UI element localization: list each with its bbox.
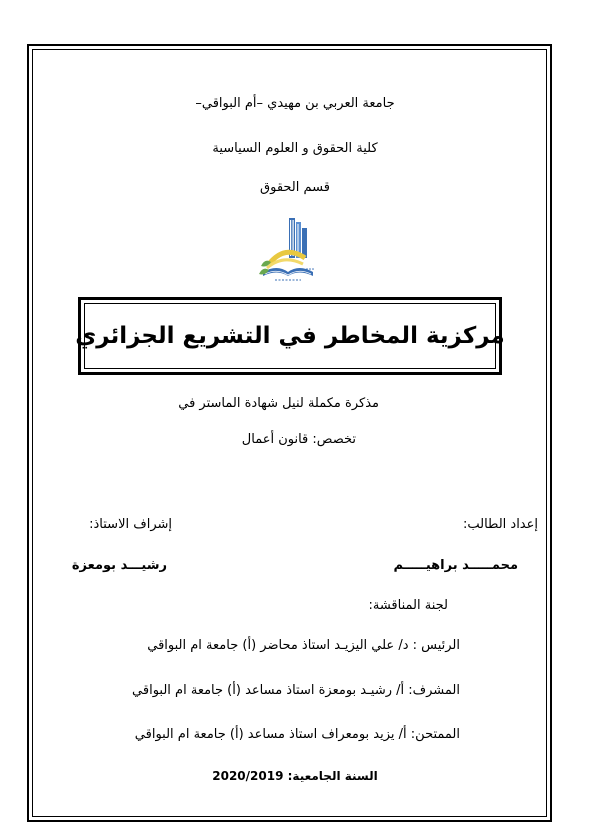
student-label: إعداد الطالب: bbox=[462, 517, 538, 532]
thesis-specialty: تخصص: قانون أعمال bbox=[241, 432, 356, 447]
supervisor-label: إشراف الاستاذ: bbox=[89, 517, 172, 532]
committee-member: المشرف: أ/ رشيـد بومعزة استاذ مساعد (أ) جامعة ام البواقي bbox=[132, 683, 460, 698]
academic-year: السنة الجامعية: 2020/2019 bbox=[212, 769, 378, 783]
faculty-name: كلية الحقوق و العلوم السياسية bbox=[212, 141, 378, 156]
committee-member: الرئيس : د/ علي اليزيـد استاذ محاضر (أ) جامعة ام البواقي bbox=[147, 638, 460, 653]
committee-label: لجنة المناقشة: bbox=[368, 598, 448, 613]
department-name: قسم الحقوق bbox=[260, 180, 330, 195]
student-name: محمـــــد براهيـــــم bbox=[393, 558, 518, 573]
thesis-purpose: مذكرة مكملة لنيل شهادة الماستر في bbox=[178, 396, 379, 411]
university-logo-icon bbox=[255, 214, 321, 286]
supervisor-name: رشيـــد بومعزة bbox=[71, 558, 167, 573]
thesis-title: مركزية المخاطر في التشريع الجزائري bbox=[75, 323, 505, 349]
university-name: جامعة العربي بن مهيدي –أم البواقي– bbox=[195, 96, 395, 111]
committee-member: الممتحن: أ/ يزيد بومعراف استاذ مساعد (أ) جامعة ام البواقي bbox=[134, 727, 460, 742]
